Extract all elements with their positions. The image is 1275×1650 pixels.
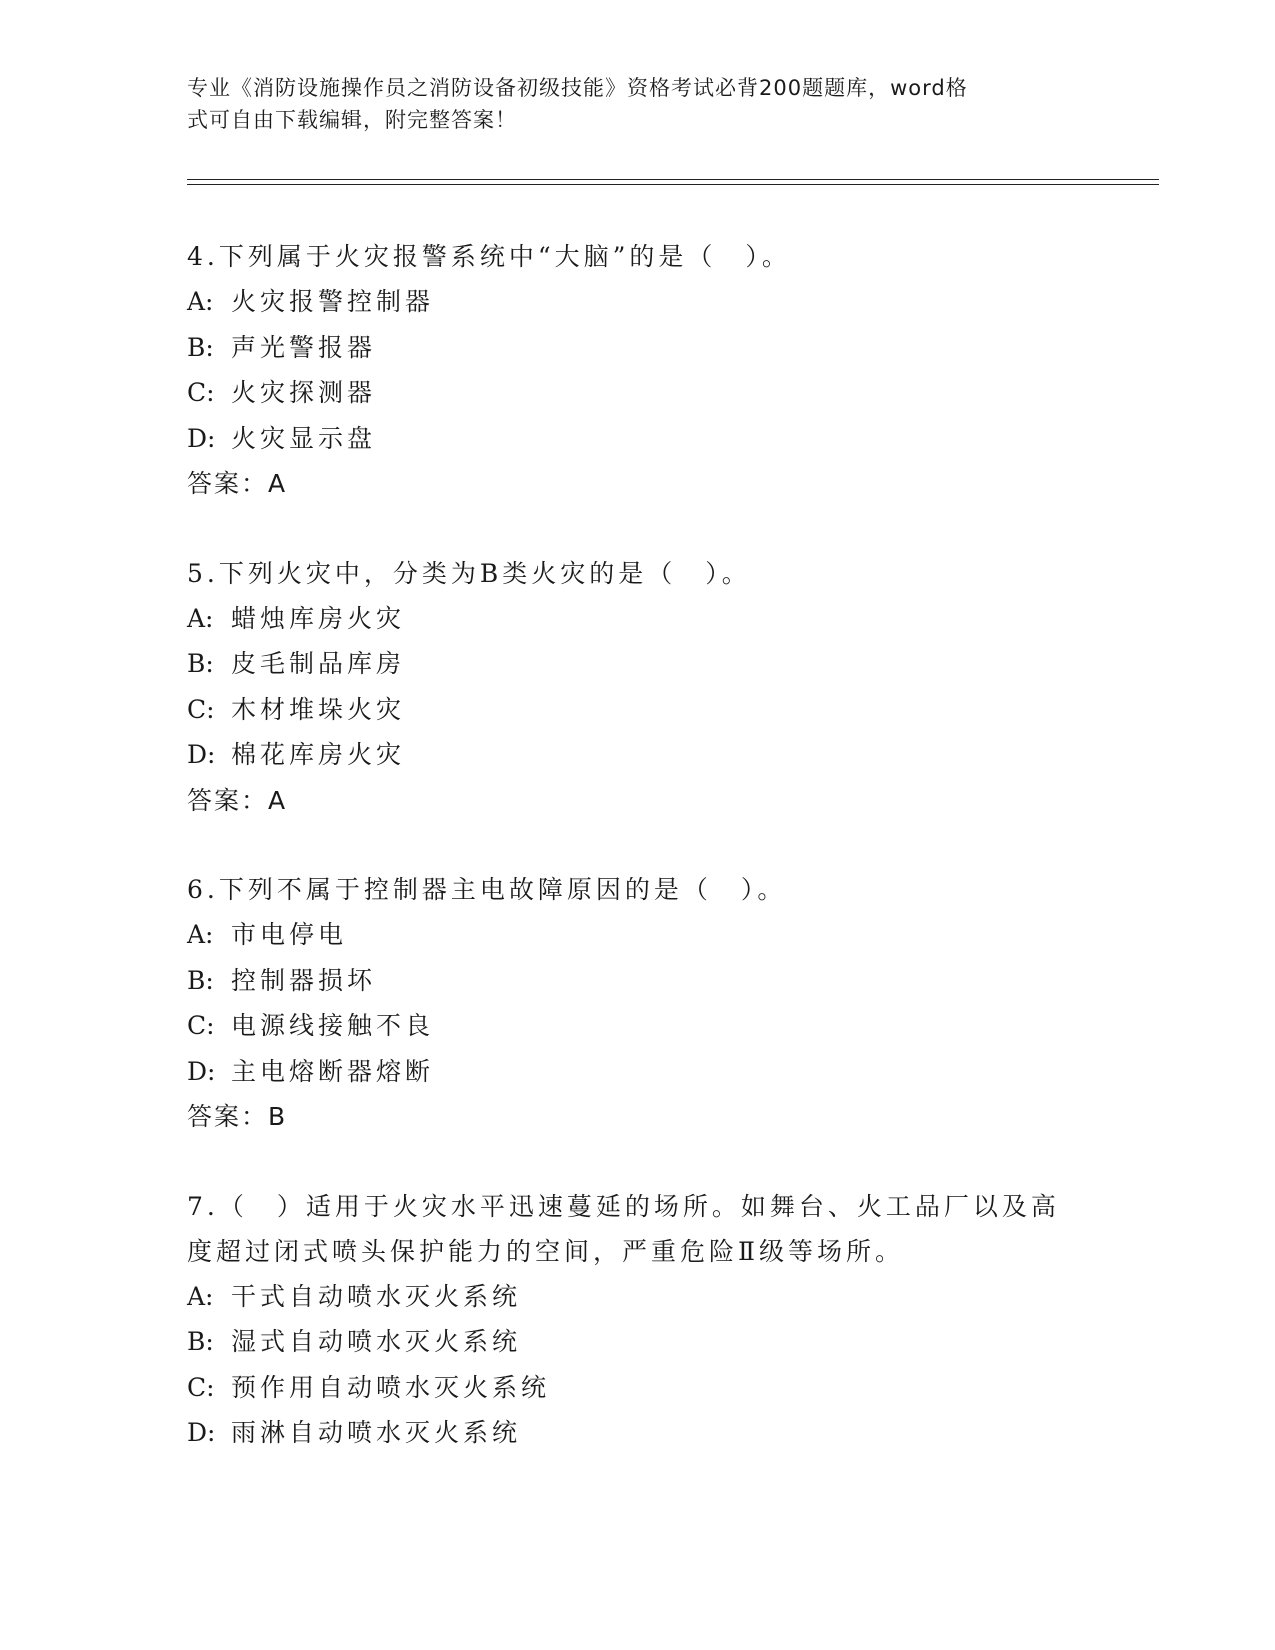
- option-letter: C:: [187, 378, 215, 407]
- option-letter: D:: [187, 423, 216, 453]
- option-text: 蜡烛库房火灾: [231, 603, 406, 633]
- option-text: 火灾显示盘: [231, 423, 377, 453]
- option-text: 控制器损坏: [231, 965, 377, 995]
- question-5: [187, 551, 1087, 824]
- question-stem: 7.（ ）适用于火灾水平迅速蔓延的场所。如舞台、火工品厂以及高度超过闭式喷头保护能力的空间，严重危险Ⅱ级等场所。: [187, 1191, 1060, 1266]
- option-letter: D:: [187, 740, 216, 769]
- answer-line: 答案：B: [187, 1102, 288, 1131]
- option-letter: A:: [187, 287, 214, 316]
- option-d: [187, 416, 1087, 462]
- header-divider-top: [187, 179, 1159, 180]
- option-letter: B:: [187, 965, 214, 995]
- question-4: [187, 234, 1087, 507]
- option-letter: B:: [187, 332, 214, 362]
- question-7: [187, 1184, 1087, 1456]
- option-text: 皮毛制品库房: [231, 649, 406, 678]
- option-a: [187, 279, 1087, 325]
- option-text: 火灾探测器: [231, 378, 377, 407]
- option-text: 干式自动喷水灭火系统: [231, 1281, 522, 1311]
- option-text: 电源线接触不良: [231, 1011, 435, 1040]
- option-c: [187, 1003, 1087, 1049]
- option-a: [187, 596, 1087, 642]
- question-list: [187, 234, 1087, 1500]
- option-text: 市电停电: [231, 920, 348, 949]
- option-d: [187, 732, 1087, 778]
- option-text: 雨淋自动喷水灭火系统: [231, 1418, 522, 1447]
- option-letter: A:: [187, 920, 214, 949]
- option-c: [187, 370, 1087, 416]
- option-text: 火灾报警控制器: [231, 287, 435, 316]
- option-text: 预作用自动喷水灭火系统: [231, 1372, 551, 1402]
- question-stem: 5.下列火灾中，分类为B类火灾的是（ ）。: [187, 558, 751, 588]
- question-stem: 4.下列属于火灾报警系统中“大脑”的是（ ）。: [187, 242, 791, 271]
- header-divider-bottom: [187, 184, 1159, 185]
- option-letter: D:: [187, 1418, 216, 1447]
- option-text: 声光警报器: [231, 332, 377, 362]
- option-c: [187, 1365, 1087, 1411]
- option-d: [187, 1049, 1087, 1095]
- option-d: [187, 1410, 1087, 1456]
- option-b: [187, 325, 1087, 371]
- option-letter: C:: [187, 1011, 215, 1040]
- option-letter: A:: [187, 603, 214, 633]
- answer-line: 答案：A: [187, 785, 288, 815]
- option-b: [187, 1319, 1087, 1365]
- option-letter: C:: [187, 1372, 215, 1402]
- option-b: [187, 958, 1087, 1004]
- option-text: 棉花库房火灾: [231, 740, 406, 769]
- option-text: 木材堆垛火灾: [231, 694, 406, 724]
- header-line-1: 专业《消防设施操作员之消防设备初级技能》资格考试必背200题题库，word格: [187, 76, 968, 100]
- option-a: [187, 1274, 1087, 1320]
- question-stem: 6.下列不属于控制器主电故障原因的是（ ）。: [187, 875, 787, 904]
- option-letter: B:: [187, 1327, 214, 1356]
- option-a: [187, 912, 1087, 958]
- option-letter: C:: [187, 694, 215, 724]
- header-line-2: 式可自由下载编辑，附完整答案！: [187, 108, 517, 132]
- option-letter: D:: [187, 1056, 216, 1086]
- option-letter: B:: [187, 649, 214, 678]
- answer-line: 答案：A: [187, 469, 288, 498]
- question-6: [187, 867, 1087, 1140]
- option-text: 湿式自动喷水灭火系统: [231, 1327, 522, 1356]
- option-letter: A:: [187, 1281, 214, 1311]
- document-header: [187, 72, 1077, 136]
- option-text: 主电熔断器熔断: [231, 1056, 435, 1086]
- option-b: [187, 641, 1087, 687]
- option-c: [187, 687, 1087, 733]
